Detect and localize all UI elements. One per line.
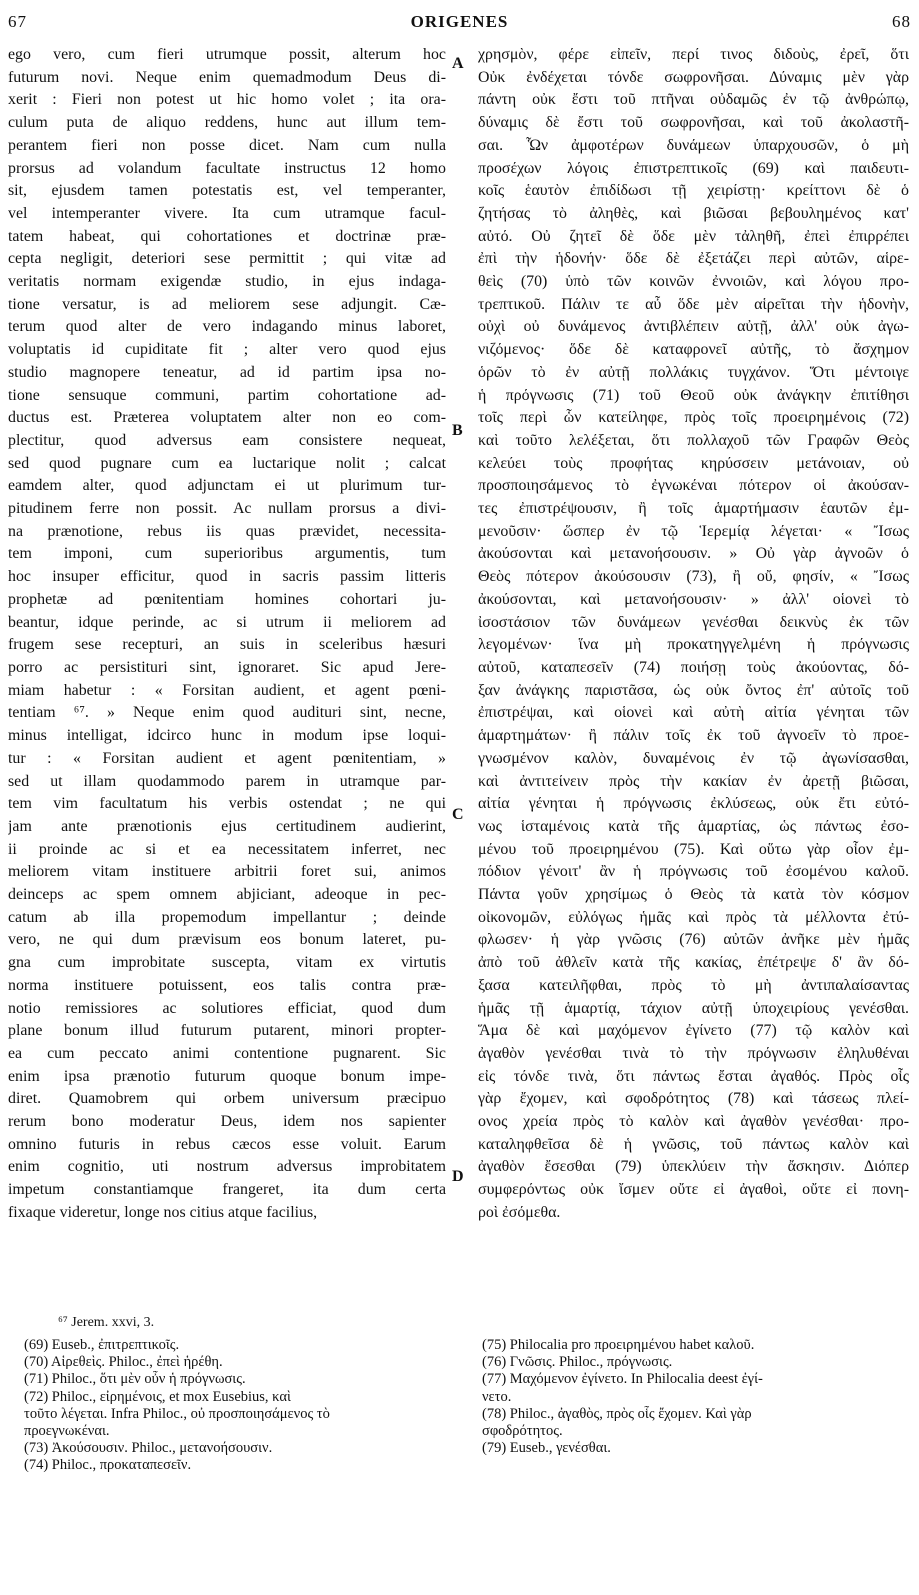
page-number-left: 67	[8, 12, 27, 31]
footnote-line: τοῦτο λέγεται. Infra Philoc., οὐ προσποιησάμενος τὸ	[24, 1405, 330, 1422]
text-line: καὶ τοῦτο λελέξεται, ὅτι πολλαχοῦ τῶν Γραφῶν Θεὸς	[478, 431, 909, 449]
text-line: ἀπὸ τοῦ ἀθλεῖν κατὰ τῆς κακίας, ἐπέτρεψε δ' ἂν δό-	[478, 954, 909, 972]
footnotes-right	[482, 1337, 907, 1457]
text-line: minus intelligat, idcirco hunc in modum ipse loqui-	[8, 727, 446, 745]
footnotes-left	[24, 1337, 444, 1475]
text-line: ἀκούσονται, καὶ μετανοήσουσιν· » ἀλλ' οἱονεὶ τὸ	[478, 590, 909, 608]
text-line: γνωσμένον καλὸν, δυναμένοις ἐν τῷ ἀγωνίσασθαι,	[478, 749, 909, 767]
text-line: sit, ejusdem tamen potestatis est, vel temperanter,	[8, 182, 446, 200]
text-line: πάντη οὐκ ἔστι τοῦ πτῆναι οὐδαμῶς ἐν τῷ ἀνθρώπῳ,	[478, 91, 909, 109]
footnote-line: (72) Philoc., εἰρημένοις, et mox Eusebius, καὶ	[24, 1388, 291, 1405]
text-line: tentiam ⁶⁷. » Neque enim quod audituri sint, necne,	[8, 704, 446, 722]
text-line: miam habetur : « Forsitan audient, et agent pœni-	[8, 681, 446, 699]
text-line: rerum bono moderatur Deus, idem nos sapienter	[8, 1113, 446, 1131]
text-line: φλωσεν· ἡ γὰρ γνῶσις (76) αὐτῶν ἀνῆκε μὲν ἡμᾶς	[478, 931, 909, 949]
text-line: jam ante prænotionis ejus certitudinem audierint,	[8, 817, 446, 835]
text-line: tione sensuque communi, partim cohortatione ad-	[8, 386, 446, 404]
text-line: ξαν ἀνάγκης παριστᾶσα, ὡς οὐκ ὄντος ἐπ' αὐτοῖς τοῦ	[478, 681, 909, 699]
text-line: porro ac persistituri sint, ignoraret. Sic apud Jere-	[8, 658, 446, 676]
text-line: αὐτό. Οὐ ζητεῖ δὲ ὅδε μὲν τἀληθῆ, ἐπεὶ ἐπιρρέπει	[478, 227, 909, 245]
text-line: πόδιον γένοιτ' ἂν ἡ πρόγνωσις τοῦ ἐσομένου καλοῦ.	[478, 863, 909, 881]
text-line: ξασα κατειλῆφθαι, πρὸς τὸ μὴ ἀντιπαλαίσαντας	[478, 976, 909, 994]
text-line: cepta negligit, deteriori sese permittit ; qui vitæ ad	[8, 250, 446, 268]
text-line: vel intemperanter vivere. Ita cum utramque facul-	[8, 204, 446, 222]
running-title: ORIGENES	[410, 12, 509, 31]
text-line: hoc insuper efficitur, quod in sacris passim litteris	[8, 568, 446, 586]
text-line: diret. Quamobrem qui orbem universum præcipuo	[8, 1090, 446, 1108]
text-line: enim ipsa prænotio futurum quoque bonum impe-	[8, 1067, 446, 1085]
text-line: tem imponi, cum superioribus argumentis, tum	[8, 545, 446, 563]
text-line: ζητήσας τὸ ἀληθὲς, καὶ βιῶσαι βεβουλημένος κατ'	[478, 204, 909, 222]
text-line: τες ἐπιστρέψουσιν, ἢ τοῖς ἁμαρτήμασιν ἑαυτῶν ἐμ-	[478, 500, 909, 518]
text-line: ego vero, cum fieri utrumque possit, alterum hoc	[8, 46, 446, 63]
text-line: ἀγαθὸν γενέσθαι τινὰ τὸ τὴν πρόγνωσιν ἐληλυθέναι	[478, 1044, 909, 1062]
text-line: ea cum peccato animi contentione pugnarent. Sic	[8, 1044, 446, 1062]
text-line: ἁμαρτημάτων· ἢ πάλιν τοῖς ἐκ τοῦ ἀγνοεῖν τὸ προε-	[478, 727, 909, 745]
footnote-line: (69) Euseb., ἐπιτρεπτικοῖς.	[24, 1337, 180, 1353]
text-line: Πάντα γοῦν χρησίμως ὁ Θεὸς τὰ κατὰ τὸν κόσμον	[478, 886, 909, 904]
text-line: prophetæ ad pœnitentiam homines cohortari ju-	[8, 590, 446, 608]
footnote-line: (73) Ἀκούσουσιν. Philoc., μετανοήσουσιν.	[24, 1440, 273, 1457]
text-line: τοῖς περὶ ὧν κατείληφε, πρὸς τοῖς προειρημένοις (72)	[478, 409, 909, 427]
text-line: αὐτοῦ, καταπεσεῖν (74) ποιήσῃ τοὺς ἀκούοντας, δό-	[478, 658, 909, 676]
page-number-right: 68	[892, 12, 911, 31]
text-line: tem vim facultatum his verbis ostendat ; ne qui	[8, 795, 446, 813]
footnote-line: (79) Euseb., γενέσθαι.	[482, 1440, 611, 1457]
text-line: γὰρ ἔχομεν, καὶ σφοδρότητος (78) καὶ τάσεως πλεί-	[478, 1090, 909, 1108]
text-line: ἡ πρόγνωσις (71) τοῦ Θεοῦ οὐκ ἀνάγκην ἐπιτίθησι	[478, 386, 909, 404]
text-line: ὁρῶν τὸ ἐν αὐτῇ πολλάκις τυγχάνον. Ὅτι μέντοιγε	[478, 363, 909, 381]
text-line: culum puta de aliquo reddens, hunc aut illum tem-	[8, 114, 446, 132]
text-line: οἰκονομῶν, εὐλόγως ἡμᾶς καὶ πρὸς τὰ μέλλοντα ἐτύ-	[478, 908, 909, 926]
text-line: ροὶ ἐσόμεθα.	[478, 1203, 561, 1221]
text-line: προσποιησάμενος τὸ ἐγνωκέναι πότερον οἱ ἀκούσαν-	[478, 477, 909, 495]
text-line: Οὐκ ἐνδέχεται τόνδε σωφρονῆσαι. Δύναμις μὲν γὰρ	[478, 68, 909, 86]
text-line: ductus est. Præterea voluptatem alter non eo com-	[8, 409, 446, 427]
text-line: tione versatur, is ad meliorem sese adjungit. Cæ-	[8, 295, 446, 313]
page-header	[8, 12, 911, 40]
footnote-line: (77) Μαχόμενον ἐγίνετο. In Philocalia deest ἐγί-	[482, 1371, 763, 1388]
text-line: εἰς τόνδε τινὰ, ὅτι πάντως ἔσται ἀγαθός. Πρὸς οἷς	[478, 1067, 909, 1085]
text-line: λεγομένων· ἵνα μὴ προκατηγγελμένη ἡ πρόγνωσις	[478, 636, 909, 654]
margin-letter-c: C	[452, 806, 464, 823]
text-line: ἡμᾶς τῇ ἁμαρτίᾳ, τάχιον αὐτῇ ὑποχειρίους γενέσθαι.	[478, 999, 909, 1017]
text-line: pitudinem ferre non possit. Ac nullam prorsus a divi-	[8, 500, 446, 518]
text-line: sed quod pugnare cum ea luctarique nolit ; calcat	[8, 454, 446, 472]
text-line: beantur, idque perinde, ac si utrum ii meliorem ad	[8, 613, 446, 631]
text-line: deinceps ac spem omnem abjiciant, adeoque in pec-	[8, 886, 446, 904]
text-line: ἐπὶ τὴν ἡδονήν· ὅδε δὲ ἐξετάζει περὶ αὐτῶν, αἱρε-	[478, 250, 909, 268]
text-line: meliorem vitam instituere arbitrii foret sui, animos	[8, 863, 446, 881]
text-line: plectitur, quod adversus eam consistere nequeat,	[8, 431, 446, 449]
text-line: catum ab illa propemodum impellantur ; deinde	[8, 908, 446, 926]
text-line: eamdem alter, quod adjunctam ei ut plurimum tur-	[8, 477, 446, 495]
latin-column	[8, 44, 446, 1225]
text-line: προσέχων λόγοις ἐπιστρεπτικοῖς (69) καὶ παιδευτι-	[478, 159, 909, 177]
text-line: ii proinde ac si et ea necessitatem inferret, nec	[8, 840, 446, 858]
text-line: κελεύει τοὺς προφήτας κηρύσσειν μετάνοιαν, οὐ	[478, 454, 909, 472]
text-line: fixaque videretur, longe nos citius atque facilius,	[8, 1203, 318, 1221]
text-line: μένου τοῦ προειρημένου (75). Καὶ οὕτω γὰρ οἷον ἐμ-	[478, 840, 909, 858]
text-line: συμφερόντως οὐκ ἴσμεν οὔτε εἰ ἀγαθοὶ, οὔτε εἰ πονη-	[478, 1181, 909, 1199]
text-line: enim cognitio, uti nostrum adversus improbitatem	[8, 1158, 446, 1176]
text-line: tatem habeat, qui cohortationes et doctrinæ præ-	[8, 227, 446, 245]
text-line: Ἅμα δὲ καὶ μαχόμενον ἐγίνετο (77) τῷ καλὸν καὶ	[478, 1022, 909, 1040]
text-line: tur : « Forsitan audient et agent pœnitentiam, »	[8, 749, 446, 767]
text-line: Θεὸς πότερον ἀκούσουσιν (73), ἢ οὔ, φησίν, « Ἴσως	[478, 568, 909, 586]
text-line: τρεπτικοῦ. Πάλιν τε αὖ ὅδε μὲν αἱρεῖται τὴν ἡδονὴν,	[478, 295, 909, 313]
text-line: voluptatis id cupiditate fit ; alter vero quod ejus	[8, 341, 446, 359]
text-line: χρησμὸν, φέρε εἰπεῖν, περί τινος διδοὺς, ἐρεῖ, ὅτι	[478, 46, 909, 63]
text-line: frugem sese recepturi, an suis in sceleribus hæsuri	[8, 636, 446, 654]
text-line: δύναμις δὲ ἔστι τοῦ σωφρονῆσαι, καὶ τοῦ ἀκολαστῆ-	[478, 114, 909, 132]
footnote-line: (71) Philoc., ὅτι μὲν οὖν ἡ πρόγνωσις.	[24, 1371, 246, 1388]
text-line: νιζόμενος· ὅδε δὲ καταφρονεῖ αὐτῆς, τὸ ἄσχημον	[478, 341, 909, 359]
text-line: gna cum improbitate suscepta, vitam ex virtutis	[8, 954, 446, 972]
text-line: ἐπιστρέψαι, καὶ οἱονεὶ καὶ αὐτὴ αἰτία γένηται τῶν	[478, 704, 909, 722]
text-line: terum quod alter de vero indagando minus laboret,	[8, 318, 446, 336]
text-line: ἰσοστάσιον τῶν δυνάμεων γενέσθαι δεικνὺς ἐκ τῶν	[478, 613, 909, 631]
footnote-line: (75) Philocalia pro προειρημένου habet καλοῦ.	[482, 1337, 755, 1353]
text-line: νως ἱσταμένοις κατὰ τῆς ἁμαρτίας, ὡς πάντως ἐσο-	[478, 817, 909, 835]
footnote-line: (70) Αἱρεθεὶς. Philoc., ἐπεὶ ἡρέθη.	[24, 1354, 223, 1371]
footnote-line: προεγνωκέναι.	[24, 1423, 110, 1440]
footnote-line: (78) Philoc., ἀγαθὸς, πρὸς οἷς ἔχομεν. Καὶ γὰρ	[482, 1405, 752, 1422]
text-line: καταληφθεῖσα δὲ ἡ γνῶσις, τοῦ πάντως καλὸν καὶ	[478, 1135, 909, 1153]
text-line: θεὶς (70) ὑπὸ τῶν κοινῶν ἐννοιῶν, καὶ λόγου προ-	[478, 273, 909, 291]
text-line: σαι. Ὧν ἀμφοτέρων δυνάμεων ὑπαρχουσῶν, ὁ μὴ	[478, 136, 909, 154]
text-line: κοῖς ἑαυτὸν ἐπιδίδωσι τῇ χειρίστῃ· κρείττονι δὲ ὁ	[478, 182, 909, 200]
footnote-line: (76) Γνῶσις. Philoc., πρόγνωσις.	[482, 1354, 673, 1371]
text-line: perantem fieri non posse dicet. Nam cum nulla	[8, 136, 446, 154]
margin-letter-a: A	[452, 55, 464, 72]
text-line: xerit : Fieri non potest ut hic homo volet ; ita ora-	[8, 91, 446, 109]
text-line: οὐχὶ οὐ δυνάμενος ἀντιβλέπειν αὐτῇ, ἀλλ' οὐκ ἀγω-	[478, 318, 909, 336]
text-line: futurum novi. Neque enim quemadmodum Deus di-	[8, 68, 446, 86]
scripture-reference: ⁶⁷ Jerem. xxvi, 3.	[58, 1315, 155, 1330]
text-line: μενοῦσιν· ὥσπερ ἐν τῷ Ἱερεμίᾳ λέγεται· « Ἴσως	[478, 522, 909, 540]
text-line: notio remissiores ac solutiores efficiat, quod dum	[8, 999, 446, 1017]
footnote-line: σφοδρότητος.	[482, 1423, 563, 1440]
text-line: ἀκούσονται καὶ μετανοήσουσιν. » Οὐ γὰρ ἀγνοῶν ὁ	[478, 545, 909, 563]
text-line: impetum constantiamque frangeret, ita dum certa	[8, 1181, 446, 1199]
text-line: ονος χρεία πρὸς τὸ καλὸν καὶ ἀγαθὸν γενέσθαι· προ-	[478, 1113, 909, 1131]
text-line: sed ut illam quodammodo parem in utramque par-	[8, 772, 446, 790]
text-line: studio magnopere teneatur, ad id partim ipsa no-	[8, 363, 446, 381]
text-line: καὶ ἀντιτείνειν πρὸς τὴν κακίαν ἐν ἀρετῇ βιῶσαι,	[478, 772, 909, 790]
text-line: norma instituere potuissent, eos talis contra præ-	[8, 976, 446, 994]
text-line: veritatis normam exigendæ studio, in ejus indaga-	[8, 273, 446, 291]
margin-letter-b: B	[452, 422, 463, 439]
footnote-line: νετο.	[482, 1388, 512, 1405]
text-line: prorsus ad volandum facultate instructus 12 homo	[8, 159, 446, 177]
margin-letter-d: D	[452, 1168, 464, 1185]
greek-column	[478, 44, 909, 1225]
text-line: ἀγαθὸν ἔσεσθαι (79) ὑπεκλύειν τὴν ἄσκησιν. Διόπερ	[478, 1158, 909, 1176]
text-line: αἰτία γένηται ἡ πρόγνωσις ἐκλύσεως, οὐκ ἔτι εὐτό-	[478, 795, 909, 813]
text-line: vero, ne qui dum prævisum eos bonum lateret, pu-	[8, 931, 446, 949]
text-line: na prænotione, rebus iis quas prævidet, necessita-	[8, 522, 446, 540]
text-line: omnino futuris in rebus cæcos esse voluit. Earum	[8, 1135, 446, 1153]
text-line: plane bonum illud futurum putarent, minori propter-	[8, 1022, 446, 1040]
footnote-line: (74) Philoc., προκαταπεσεῖν.	[24, 1457, 192, 1474]
